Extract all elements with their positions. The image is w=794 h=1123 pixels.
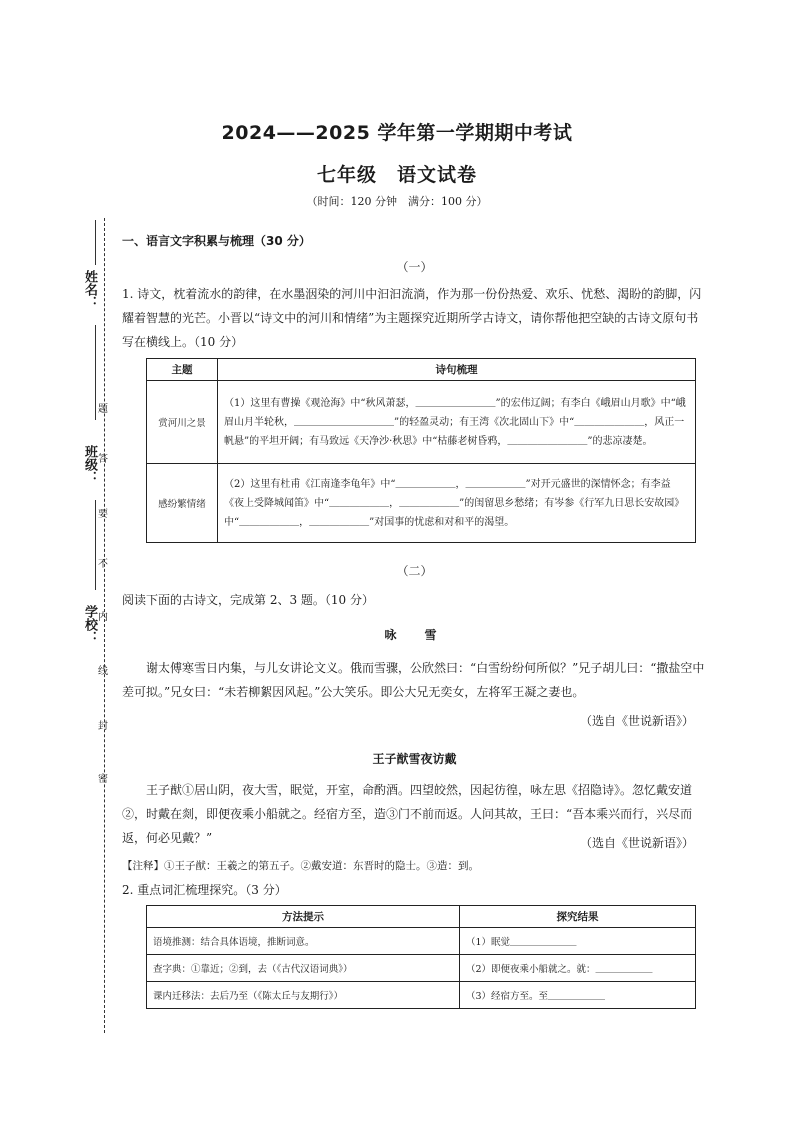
table-cell-theme: 感纷繁情绪	[147, 464, 218, 543]
poem-2-title: 王子猷雪夜访戴	[372, 752, 457, 766]
name-label: 姓名：	[82, 270, 97, 309]
table-header: 探究结果	[460, 906, 696, 928]
table-header: 主题	[147, 359, 218, 381]
poem-2-text: 王子猷①居山阴，夜大雪，眠觉，开室，命酌酒。四望皎然，因起彷徨，咏左思《招隐诗》。忽忆戴安道②，时戴在剡，即便夜乘小船就之。经宿方至，造③门不前而返。人问其故，王曰：“吾本乘兴而行，兴尽而返，何必见戴？”	[122, 783, 693, 845]
school-blank-line	[95, 500, 96, 590]
table-row	[147, 928, 696, 955]
exam-info: （时间：120 分钟 满分：100 分）	[306, 195, 488, 208]
binding-mark: 答	[98, 454, 108, 465]
poem-1-text: 谢太傅寒雪日内集，与儿女讲论文义。俄而雪骤，公欣然曰：“白雪纷纷何所似？”兄子胡儿曰：“撒盐空中差可拟。”兄女曰：“未若柳絮因风起。”公大笑乐。即公大兄无奕女，左将军王凝之妻也。	[122, 661, 705, 699]
table-cell-answer[interactable]: （1）眠觉＿＿＿＿＿＿＿	[460, 928, 696, 955]
binding-mark: 不	[98, 559, 108, 570]
binding-mark: 要	[98, 509, 108, 520]
table-cell-content[interactable]: （2）这里有杜甫《江南逢李龟年》中“＿＿＿＿＿＿，＿＿＿＿＿＿”对开元盛世的深情怀念；有李益《夜上受降城闻笛》中“＿＿＿＿＿＿，＿＿＿＿＿＿”的闺留思乡愁绪；有岑参《行军九日思长安故园》中“＿＿＿＿＿＿，＿＿＿＿＿＿”对国事的忧虑和对和平的渴望。	[218, 464, 696, 543]
vocab-table	[146, 905, 696, 1009]
table-cell-method: 查字典：①靠近；②到，去（《古代汉语词典》）	[147, 955, 460, 982]
class-label: 班级：	[82, 445, 97, 484]
class-blank-line-top	[95, 325, 96, 420]
table-row	[147, 464, 696, 543]
poem-2-source: （选自《世说新语》）	[580, 836, 695, 850]
question-1-text: 1. 诗文，枕着流水的韵律，在水墨洇染的河川中汩汩流淌，作为那一份份热爱、欢乐、忧愁、渴盼的韵脚，闪耀着智慧的光芒。小晋以“诗文中的河川和情绪”为主题探究近期所学古诗文，请你帮他把空缺的古诗文原句书写在横线上。（10 分）	[122, 287, 702, 349]
table-cell-theme: 赏河川之景	[147, 381, 218, 464]
table-row	[147, 381, 696, 464]
school-label: 学校：	[82, 605, 97, 644]
poetry-table	[146, 358, 696, 543]
table-cell-method: 课内迁移法：去后乃至（《陈太丘与友期行》）	[147, 982, 460, 1009]
exam-subtitle: 七年级 语文试卷	[316, 164, 477, 186]
part-two-intro: 阅读下面的古诗文，完成第 2、3 题。（10 分）	[122, 593, 374, 607]
section-heading: 一、语言文字积累与梳理（30 分）	[122, 234, 311, 248]
table-header: 方法提示	[147, 906, 460, 928]
binding-dashed-line	[104, 218, 105, 1033]
question-2-text: 2. 重点词汇梳理探究。（3 分）	[122, 883, 287, 897]
binding-mark: 题	[98, 404, 108, 415]
binding-mark: 内	[98, 612, 108, 623]
annotation-note: 【注释】①王子猷：王羲之的第五子。②戴安道：东晋时的隐士。③造：到。	[122, 860, 479, 872]
table-cell-content[interactable]: （1）这里有曹操《观沧海》中“秋风萧瑟，＿＿＿＿＿＿＿＿”的宏伟辽阔；有李白《峨眉山月歌》中“峨眉山月半轮秋，＿＿＿＿＿＿＿＿＿＿”的轻盈灵动；有王湾《次北固山下》中“＿＿＿＿＿＿＿，风正一帆悬”的平坦开阔；有马致远《天净沙·秋思》中“枯藤老树昏鸦，＿＿＿＿＿＿＿＿”的悲凉凄楚。	[218, 381, 696, 464]
table-header: 诗句梳理	[218, 359, 696, 381]
binding-mark: 密	[98, 774, 108, 785]
part-one-label: （一）	[396, 260, 433, 274]
poem-1-source: （选自《世说新语》）	[580, 714, 695, 728]
table-row	[147, 955, 696, 982]
exam-title: 2024——2025 学年第一学期期中考试	[221, 122, 573, 144]
part-two-label: （二）	[396, 564, 433, 578]
poem-1-title: 咏 雪	[384, 628, 445, 642]
name-blank-line	[95, 220, 96, 265]
table-row	[147, 982, 696, 1009]
table-cell-answer[interactable]: （2）即便夜乘小船就之。就：＿＿＿＿＿＿	[460, 955, 696, 982]
binding-mark: 线	[98, 666, 108, 677]
table-cell-answer[interactable]: （3）经宿方至。至＿＿＿＿＿＿	[460, 982, 696, 1009]
table-cell-method: 语境推测：结合具体语境，推断词意。	[147, 928, 460, 955]
binding-mark: 封	[98, 721, 108, 732]
